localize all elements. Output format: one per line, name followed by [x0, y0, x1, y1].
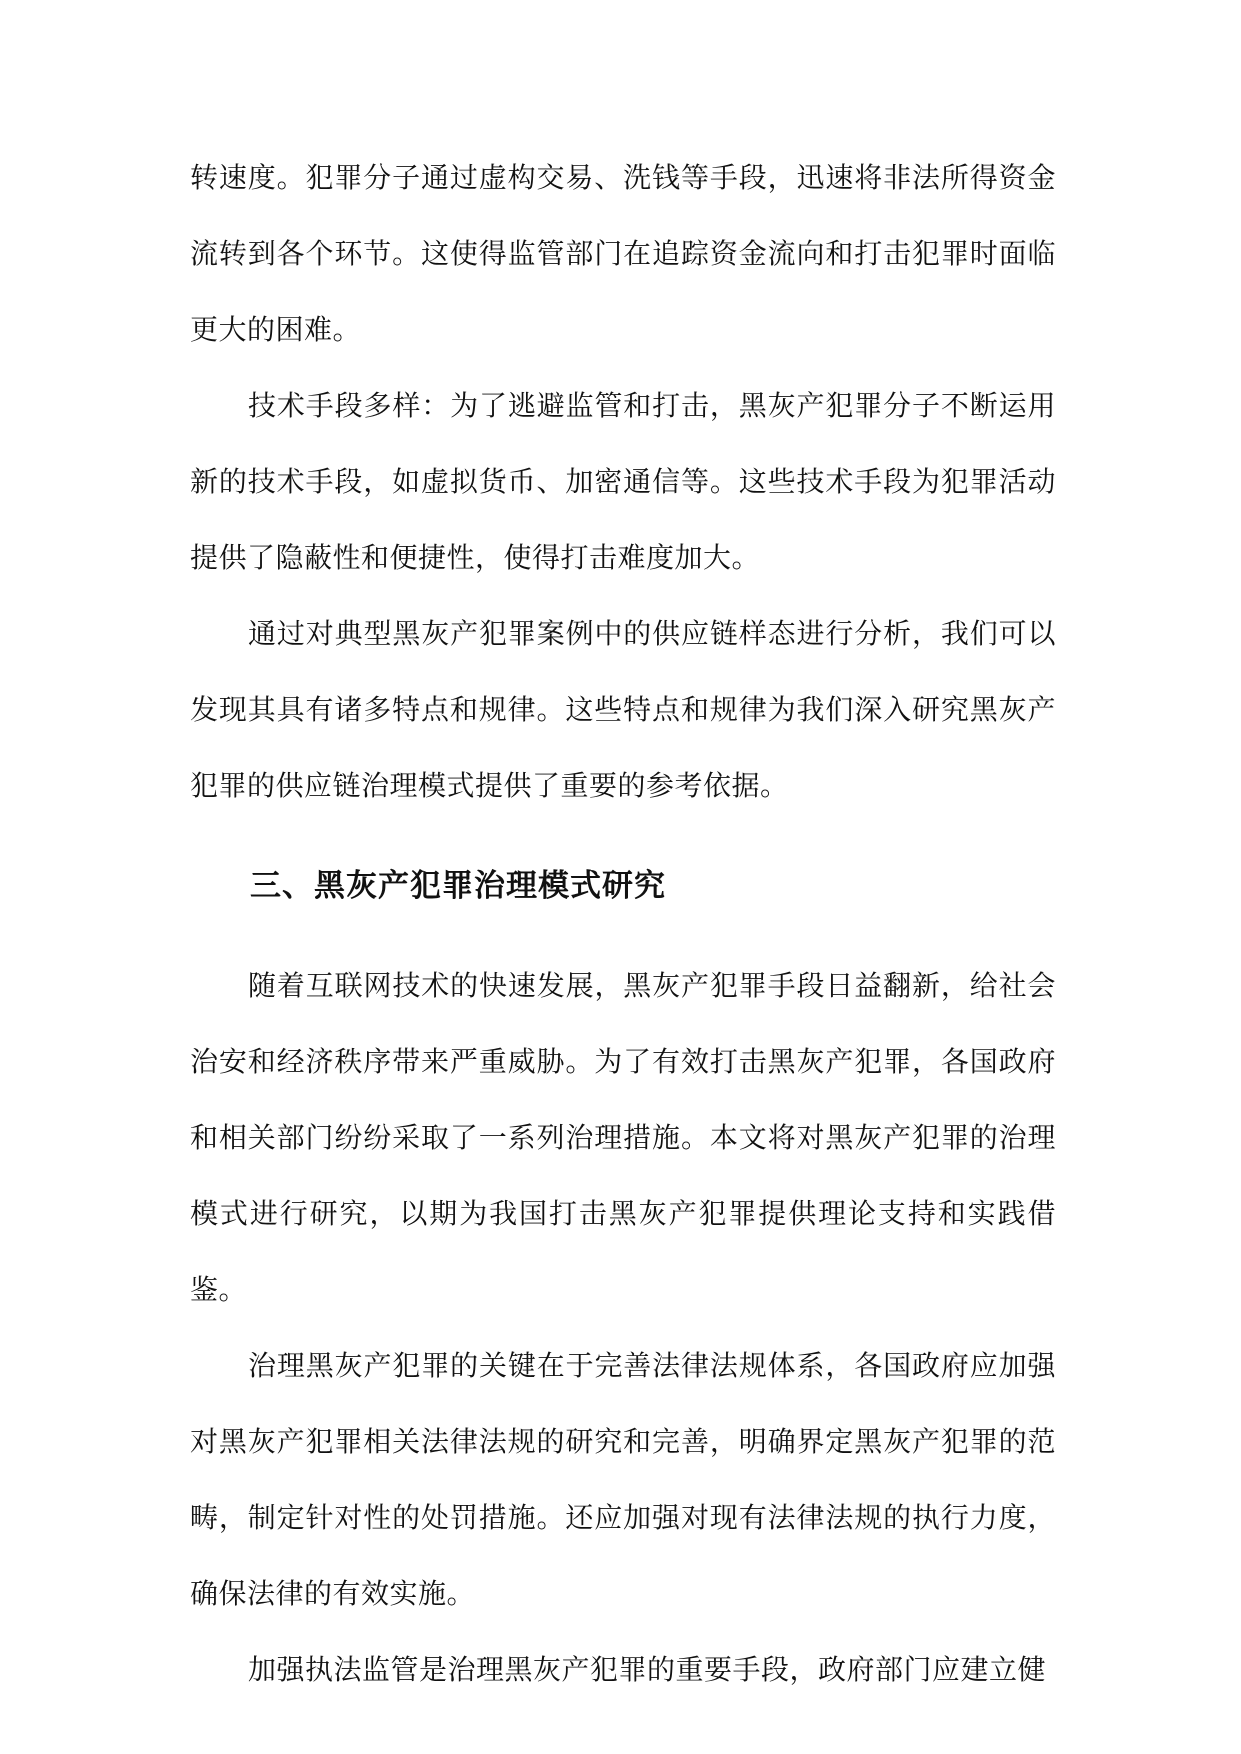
paragraph-legal-framework: 治理黑灰产犯罪的关键在于完善法律法规体系，各国政府应加强对黑灰产犯罪相关法律法规的研究和完善，明确界定黑灰产犯罪的范畴，制定针对性的处罚措施。还应加强对现有法律法规的执行力度，确保法律的有效实施。 — [190, 1349, 1056, 1610]
section-heading: 三、黑灰产犯罪治理模式研究 — [250, 868, 666, 904]
paragraph-continuation: 转速度。犯罪分子通过虚构交易、洗钱等手段，迅速将非法所得资金流转到各个环节。这使得监管部门在追踪资金流向和打击犯罪时面临更大的困难。 — [190, 161, 1056, 346]
paragraph-supply-chain-analysis: 通过对典型黑灰产犯罪案例中的供应链样态进行分析，我们可以发现其具有诸多特点和规律。这些特点和规律为我们深入研究黑灰产犯罪的供应链治理模式提供了重要的参考依据。 — [190, 617, 1056, 802]
document-body — [190, 140, 1056, 1708]
paragraph-governance-intro: 随着互联网技术的快速发展，黑灰产犯罪手段日益翻新，给社会治安和经济秩序带来严重威胁。为了有效打击黑灰产犯罪，各国政府和相关部门纷纷采取了一系列治理措施。本文将对黑灰产犯罪的治理模式进行研究，以期为我国打击黑灰产犯罪提供理论支持和实践借鉴。 — [190, 969, 1056, 1306]
paragraph-technical-means: 技术手段多样：为了逃避监管和打击，黑灰产犯罪分子不断运用新的技术手段，如虚拟货币、加密通信等。这些技术手段为犯罪活动提供了隐蔽性和便捷性，使得打击难度加大。 — [190, 389, 1056, 574]
paragraph-enforcement: 加强执法监管是治理黑灰产犯罪的重要手段，政府部门应建立健 — [248, 1653, 1047, 1686]
